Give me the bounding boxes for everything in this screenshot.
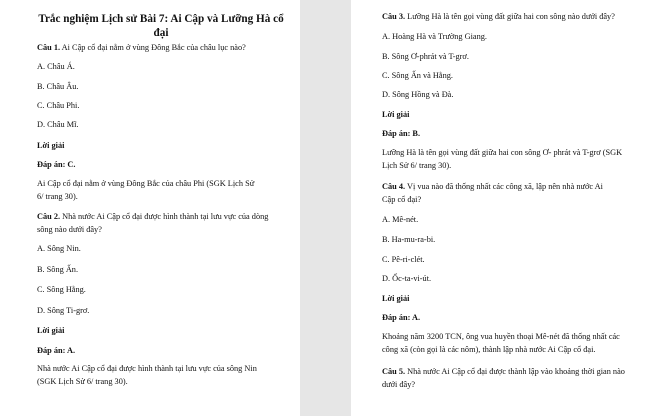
answer: Đáp án: A. [37, 346, 76, 355]
explanation: Khoảng năm 3200 TCN, ông vua huyền thoại Mê-nét đã thống nhất các công xã (còn gọi là các nôm), thành lập nhà nước Ai Cập cổ đại. [382, 332, 620, 354]
option-a: A. Sông Nin. [37, 244, 81, 253]
question-text: Nhà nước Ai Cập cổ đại được hình thành tại lưu vực của dòng sông nào dưới đây? [37, 212, 269, 234]
question-3 [382, 10, 615, 23]
answer: Đáp án: C. [37, 160, 76, 169]
explanation: Nhà nước Ai Cập cổ đại được hình thành tại lưu vực của sông Nin (SGK Lịch Sử 6/ trang 30). [37, 364, 257, 386]
document-title: Trắc nghiệm Lịch sử Bài 7: Ai Cập và Lưỡng Hà cổ đại [38, 13, 284, 39]
question-text: Vị vua nào đã thống nhất các công xã, lập nên nhà nước Ai Cập cổ đại? [382, 182, 603, 204]
question-text: Ai Cập cổ đại nằm ở vùng Đông Bắc của châu lục nào? [60, 43, 246, 52]
document-page-left [0, 0, 300, 416]
option-c: C. Sông Hằng. [37, 285, 86, 294]
option-c: C. Pê-ri-clét. [382, 255, 425, 264]
page-gap [300, 0, 351, 416]
question-1 [37, 41, 246, 54]
question-number: Câu 5. [382, 367, 406, 376]
solution-label: Lời giải [37, 326, 65, 335]
option-d: D. Ốc-ta-vi-út. [382, 274, 432, 283]
question-text: Nhà nước Ai Cập cổ đại được thành lập vào khoảng thời gian nào dưới đây? [382, 367, 625, 389]
question-number: Câu 4. [382, 182, 406, 191]
option-b: B. Sông Ấn. [37, 265, 79, 274]
question-5 [382, 365, 634, 391]
question-number: Câu 3. [382, 12, 406, 21]
explanation: Lưỡng Hà là tên gọi vùng đất giữa hai con sông Ơ- phrát và T-grơ (SGK Lịch Sử 6/ trang 30). [382, 148, 623, 170]
option-d: D. Sông Ti-grơ. [37, 306, 90, 315]
option-a: A. Hoàng Hà và Trường Giang. [382, 32, 487, 41]
explanation: Ai Cập cổ đại nằm ở vùng Đông Bắc của châu Phi (SGK Lịch Sử 6/ trang 30). [37, 179, 255, 201]
question-2 [37, 210, 277, 236]
question-4 [382, 180, 612, 206]
answer: Đáp án: A. [382, 313, 421, 322]
option-b: B. Châu Âu. [37, 82, 79, 91]
answer: Đáp án: B. [382, 129, 421, 138]
question-text: Lưỡng Hà là tên gọi vùng đất giữa hai con sông nào dưới đây? [405, 12, 615, 21]
option-b: B. Ha-mu-ra-bi. [382, 235, 436, 244]
option-b: B. Sông Ơ-phrát và T-grơ. [382, 52, 469, 61]
option-d: D. Sông Hồng và Đà. [382, 90, 454, 99]
option-c: C. Sông Ấn và Hằng. [382, 71, 453, 80]
solution-label: Lời giải [382, 110, 410, 119]
solution-label: Lời giải [37, 141, 65, 150]
option-d: D. Châu Mĩ. [37, 120, 79, 129]
option-c: C. Châu Phi. [37, 101, 80, 110]
option-a: A. Châu Á. [37, 62, 75, 71]
question-number: Câu 1. [37, 43, 61, 52]
solution-label: Lời giải [382, 294, 410, 303]
document-page-right [351, 0, 650, 416]
question-number: Câu 2. [37, 212, 61, 221]
option-a: A. Mê-nét. [382, 215, 419, 224]
